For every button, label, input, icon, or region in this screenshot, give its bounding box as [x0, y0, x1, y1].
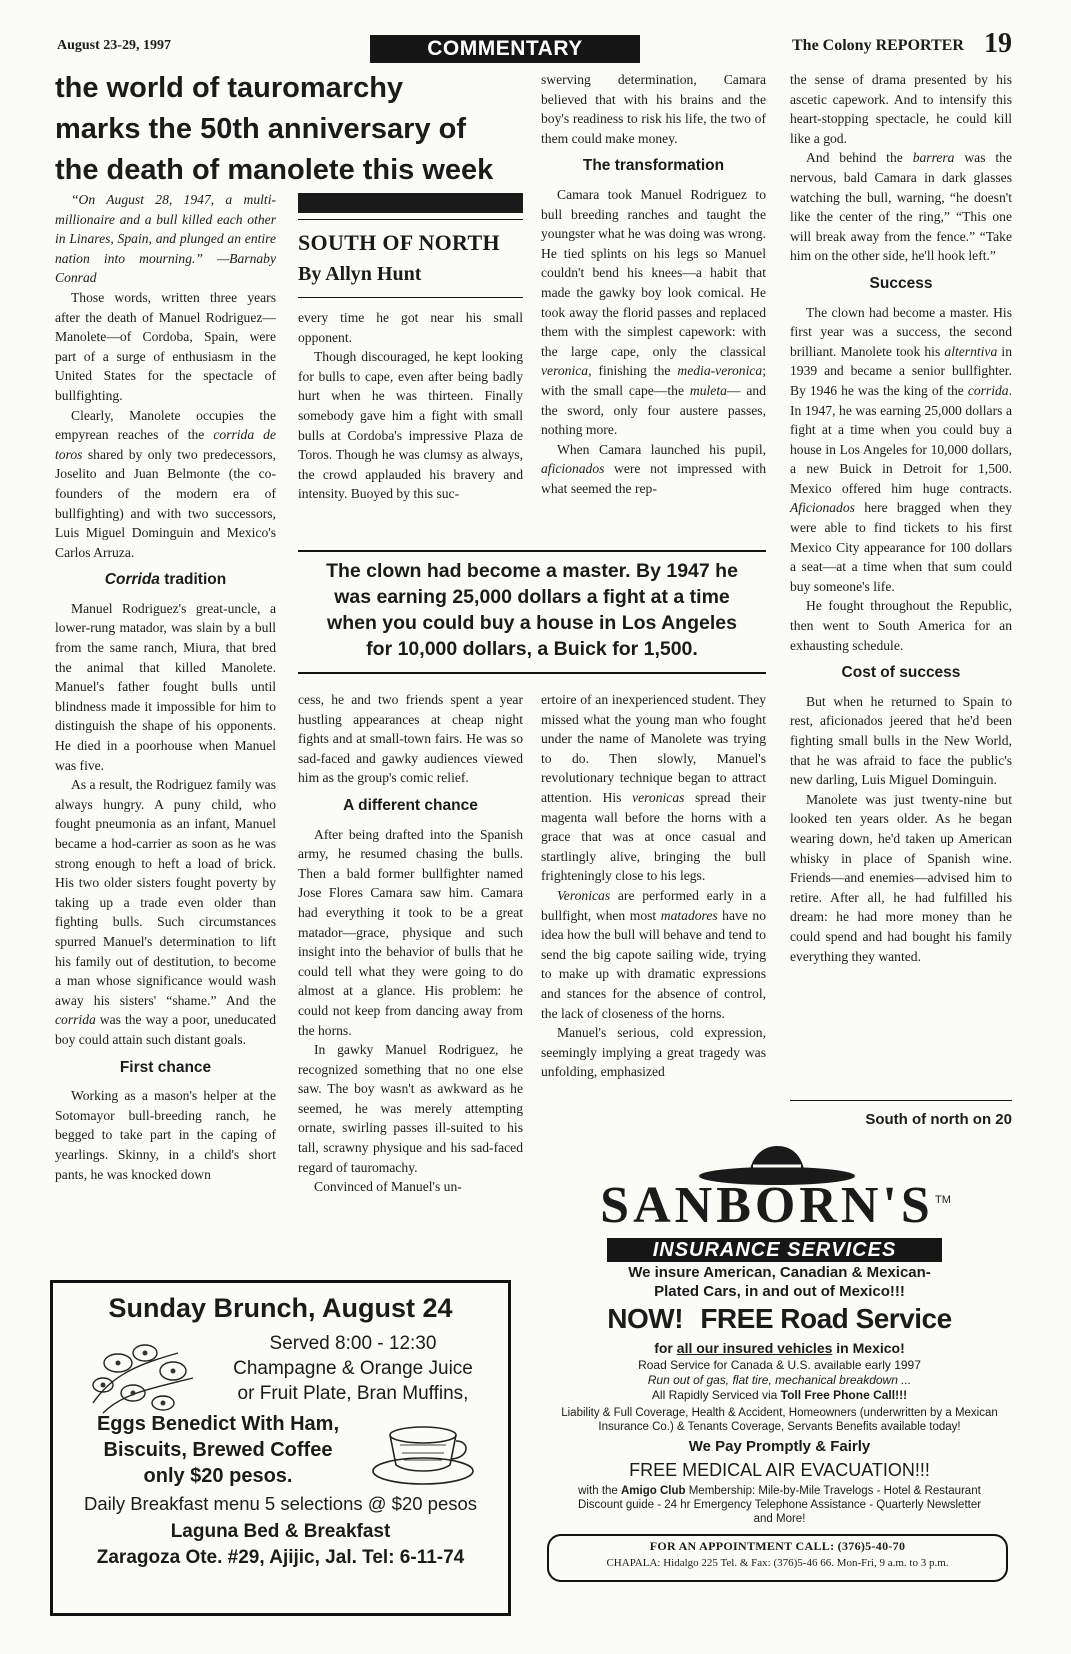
paragraph: When Camara launched his pupil, aficionados were not impressed with what seemed the rep- — [541, 441, 766, 496]
divider — [298, 219, 523, 220]
pullquote-rule-bottom — [298, 672, 766, 674]
brunch-menu-line: Biscuits, Brewed Coffee — [103, 1439, 333, 1461]
divider — [790, 1100, 1012, 1101]
paragraph: He fought throughout the Republic, then went to South America for an exhausting schedule. — [790, 598, 1012, 653]
trademark: TM — [935, 1194, 951, 1206]
issue-date: August 23-29, 1997 — [57, 38, 171, 53]
free-road-service: FREE Road Service — [700, 1303, 952, 1334]
column-title: SOUTH OF NORTH — [298, 230, 500, 255]
ad-line: for all our insured vehicles in Mexico! — [654, 1340, 905, 1356]
pull-quote — [298, 558, 766, 662]
divider — [298, 297, 523, 298]
paragraph: But when he returned to Spain to rest, aficionados jeered that he'd been fighting small bulls in the New World, that he was afraid to face the public's new darling, Luis Miguel Dominguin. — [790, 693, 1012, 788]
sanborns-ad — [547, 1140, 1012, 1616]
byline: By Allyn Hunt — [298, 263, 422, 285]
paragraph: Those words, written three years after the death of Manuel Rodriguez—Manolete—of Cordoba, Spain, were part of a surge of enthusiasm in the United States for the spectacle of bullfighting. — [55, 289, 276, 403]
pull-quote-line: was earning 25,000 dollars a fight at a time — [334, 586, 730, 608]
subhead-different-chance: A different chance — [343, 796, 478, 814]
article-column-2-lower — [298, 690, 523, 1197]
pull-quote-line: for 10,000 dollars, a Buick for 1,500. — [366, 638, 698, 660]
ad-line: We insure American, Canadian & Mexican- — [628, 1264, 931, 1281]
chapala-address: CHAPALA: Hidalgo 225 Tel. & Fax: (376)5-46 66. Mon-Fri, 9 a.m. to 3 p.m. — [606, 1557, 949, 1569]
section-banner — [370, 35, 640, 63]
article-column-3-upper — [541, 70, 766, 498]
paragraph: cess, he and two friends spent a year hustling appearances at cheap night fights and at small-town fairs. He was so sad-faced and gawky audiences viewed him as the group's comic relief. — [298, 692, 523, 786]
headline — [55, 68, 540, 191]
brunch-price: only $20 pesos. — [143, 1465, 293, 1487]
paragraph: ertoire of an inexperienced student. They missed what the young man who fought under the name of Manolete was trying to do. Then slowly, Manuel's revolutionary technique began to attract attention. His veronicas spread their magenta wall before the horns with a grace that was at once casual and startlingly alive, bringing the bull frighteningly close to his legs. — [541, 692, 766, 884]
pull-quote-line: The clown had become a master. By 1947 he — [326, 560, 738, 582]
flower-illustration — [83, 1333, 203, 1425]
subhead-success: Success — [869, 274, 933, 292]
paragraph: In gawky Manuel Rodriguez, he recognized something that no one else saw. The boy wasn't as awkward as he seemed, he was merely attempting ornate, swirling passes ill-suited to his tall, scrawny physique and his sad-faced regard of tauromachy. — [298, 1042, 523, 1175]
paragraph: The clown had become a master. His first year was a success, the second brilliant. Manolete took his alterntiva in 1939 and became a senior bullfighter. By 1946 he was the king of the corrida. In 1947, he was earning 25,000 dollars a fight at a time when you could buy a house in Los Angeles for 10,000 dollars, a new Buick in Detroit for 1,500. Mexico offered him huge contracts. Aficionados here bragged when they were able to find tickets to his first Mexico City appearance for 100 dollars a seat—at a time when that sum could buy someone's life. — [790, 304, 1012, 594]
appointment-box — [547, 1534, 1008, 1582]
continued-notice: South of north on 20 — [865, 1111, 1012, 1128]
ad-line: Road Service for Canada & U.S. available early 1997 — [638, 1358, 921, 1372]
ad-club-text: with the Amigo Club Membership: Mile-by-Mile Travelogs - Hotel & Restaurant Discount guide - 24 hr Emergency Telephone Assistance - Quarterly Newsletter and More! — [577, 1485, 982, 1525]
brunch-ad — [50, 1280, 511, 1616]
paper-name: The Colony REPORTER — [792, 37, 964, 54]
article-column-2-upper — [298, 308, 523, 504]
subhead-corrida-tradition: Corrida tradition — [104, 571, 227, 589]
paragraph: As a result, the Rodriguez family was always hungry. A puny child, who fought pneumonia as an infant, Manuel became a hod-carrier as soon as he was strong enough to heft a load of brick. His two older sisters fought poverty by taking up a trade even older than fighting bulls. Such circumstances spurred Manuel's determination to lift his family out of destitution, to become a man whose significance would wash away his sisters' “shame.” And the corrida was the way a poor, uneducated boy could attain such distant goals. — [55, 777, 276, 1047]
paragraph: Manuel's serious, cold expression, seemingly implying a great tragedy was unfolding, emphasized — [541, 1025, 766, 1080]
appointment-phone: FOR AN APPOINTMENT CALL: (376)5-40-70 — [649, 1539, 906, 1553]
headline-line: marks the 50th anniversary of — [55, 113, 467, 145]
now-text: NOW! — [607, 1303, 684, 1334]
paragraph: Manuel Rodriguez's great-uncle, a lower-rung matador, was slain by a bull from the same ranch, Miura, that bred the animal that killed Manolete. Manuel's father fought bulls until blindness made it impossible for him to distinguish the shape of his opponents. He died in a poorhouse when Manuel was five. — [55, 600, 276, 773]
brunch-menu-line: Eggs Benedict With Ham, — [96, 1413, 340, 1435]
paragraph: the sense of drama presented by his ascetic capework. And to intensify this heart-stopping spectacle, he could kill like a god. — [790, 72, 1012, 146]
pull-quote-line: when you could buy a house in Los Angeles — [327, 612, 737, 634]
subhead-first-chance: First chance — [119, 1058, 212, 1076]
brunch-hours: Served 8:00 - 12:30 — [269, 1333, 437, 1354]
paragraph: After being drafted into the Spanish army, he resumed chasing the bulls. Then a bald former bullfighter named Jose Flores Camara saw him. Camara had everything it took to be a great matador—grace, physique and such insight into the behavior of bulls that he could tell what they were going to do almost at a glance. His problem: he could not keep from dancing away from the horns. — [298, 826, 523, 1038]
sanborns-brand: SANBORN'S — [600, 1177, 934, 1234]
article-column-1 — [55, 190, 276, 1184]
ad-line: We Pay Promptly & Fairly — [688, 1438, 871, 1455]
page-number: 19 — [984, 28, 1012, 59]
subhead-transformation: The transformation — [582, 157, 725, 175]
ad-headline — [547, 1303, 1012, 1335]
paragraph: Clearly, Manolete occupies the empyrean reaches of the corrida de toros shared by only two predecessors, Joselito and Juan Belmonte (the co-founders of the modern era of bullfighting) and with two successors, Luis Miguel Dominguin and Mexico's Carlos Arruza. — [55, 407, 276, 560]
ad-coverage-text: Liability & Full Coverage, Health & Accident, Homeowners (underwritten by a Mexican Insurance Co.) & Tenants Coverage, Servants Benefits available today! — [561, 1407, 998, 1433]
subhead-cost-of-success: Cost of success — [841, 664, 961, 682]
article-column-4 — [790, 70, 1012, 966]
paragraph: Though discouraged, he kept looking for bulls to cape, even after being badly hurt when he was thirteen. Finally somebody gave him a fight with small bulls at Cordoba's impressive Plaza de Toros. Though he was clumsy as always, the crowd applauded his bravery and intensity. Buoyed by this suc- — [298, 349, 523, 502]
pullquote-rule-top — [298, 550, 766, 552]
brunch-menu-line: or Fruit Plate, Bran Muffins, — [237, 1383, 469, 1404]
paragraph: every time he got near his small opponent. — [298, 310, 523, 345]
headline-line: the world of tauromarchy — [55, 72, 404, 104]
business-address: Zaragoza Ote. #29, Ajijic, Jal. Tel: 6-11-74 — [96, 1547, 465, 1568]
paragraph: swerving determination, Camara believed that with his brains and the boy's readiness to risk his life, the two of them could make money. — [541, 72, 766, 146]
paragraph: Working as a mason's helper at the Sotomayor bull-breeding ranch, he begged to take part in the caping of yearlings. Skinny, in a child's short pants, he was knocked down — [55, 1088, 276, 1182]
ad-line: Run out of gas, flat tire, mechanical breakdown ... — [647, 1373, 912, 1387]
insurance-banner-text: INSURANCE SERVICES — [652, 1239, 897, 1261]
brunch-menu-line: Champagne & Orange Juice — [233, 1358, 473, 1379]
column-head-bar — [298, 193, 523, 213]
headline-line: the death of manolete this week — [55, 154, 494, 186]
section-title: COMMENTARY — [427, 37, 583, 60]
ad-line: Plated Cars, in and out of Mexico!!! — [654, 1283, 905, 1300]
paragraph: Camara took Manuel Rodriguez to bull breeding ranches and taught the youngster what he was doing was wrong. He tied splints on his legs so Manuel couldn't bend his knees—a habit that made the gawky boy look comical. He took away the florid passes and replaced them with the simplest capework: with the large cape, only the classical veronica, finishing the media-veronica; with the small cape—the muleta— and the sword, only four austere passes, nothing more. — [541, 186, 767, 438]
insurance-banner — [607, 1238, 942, 1262]
business-name: Laguna Bed & Breakfast — [170, 1521, 391, 1542]
paragraph: And behind the barrera was the nervous, bald Camara in dark glasses watching the bull, warning, “he doesn't like the center of the ring,” “This one will break away from the fence.” “Take him on the other side, he'll hook left.” — [790, 150, 1013, 264]
article-column-3-lower — [541, 690, 766, 1082]
epigraph-quote: “On August 28, 1947, a multi-millionaire and a bull killed each other in Linares, Spain, and plunged an entire nation into mourning.” —Barnaby Conrad — [55, 192, 276, 286]
coffee-cup-illustration — [368, 1413, 478, 1488]
brunch-title: Sunday Brunch, August 24 — [108, 1293, 453, 1323]
paragraph: Manolete was just twenty-nine but looked ten years older. As he began wearing down, he'd taken up American whisky in place of Spanish wine. Friends—and enemies—advised him to retire. After all, he had fulfilled his dream: he had more money than he could spend and had bought his family everything they wanted. — [790, 791, 1012, 964]
paragraph: Convinced of Manuel's un- — [314, 1179, 462, 1195]
ad-line: All Rapidly Serviced via Toll Free Phone Call!!! — [651, 1388, 908, 1402]
daily-breakfast-line: Daily Breakfast menu 5 selections @ $20 pesos — [83, 1493, 478, 1514]
ad-line: FREE MEDICAL AIR EVACUATION!!! — [629, 1460, 930, 1480]
paragraph: Veronicas are performed early in a bullfight, when most matadores have no idea how the bull will behave and tend to send the big capote sailing wide, trying to make up with dramatic expressions and stances for the absence of control, the lack of closeness of the horns. — [541, 887, 766, 1021]
